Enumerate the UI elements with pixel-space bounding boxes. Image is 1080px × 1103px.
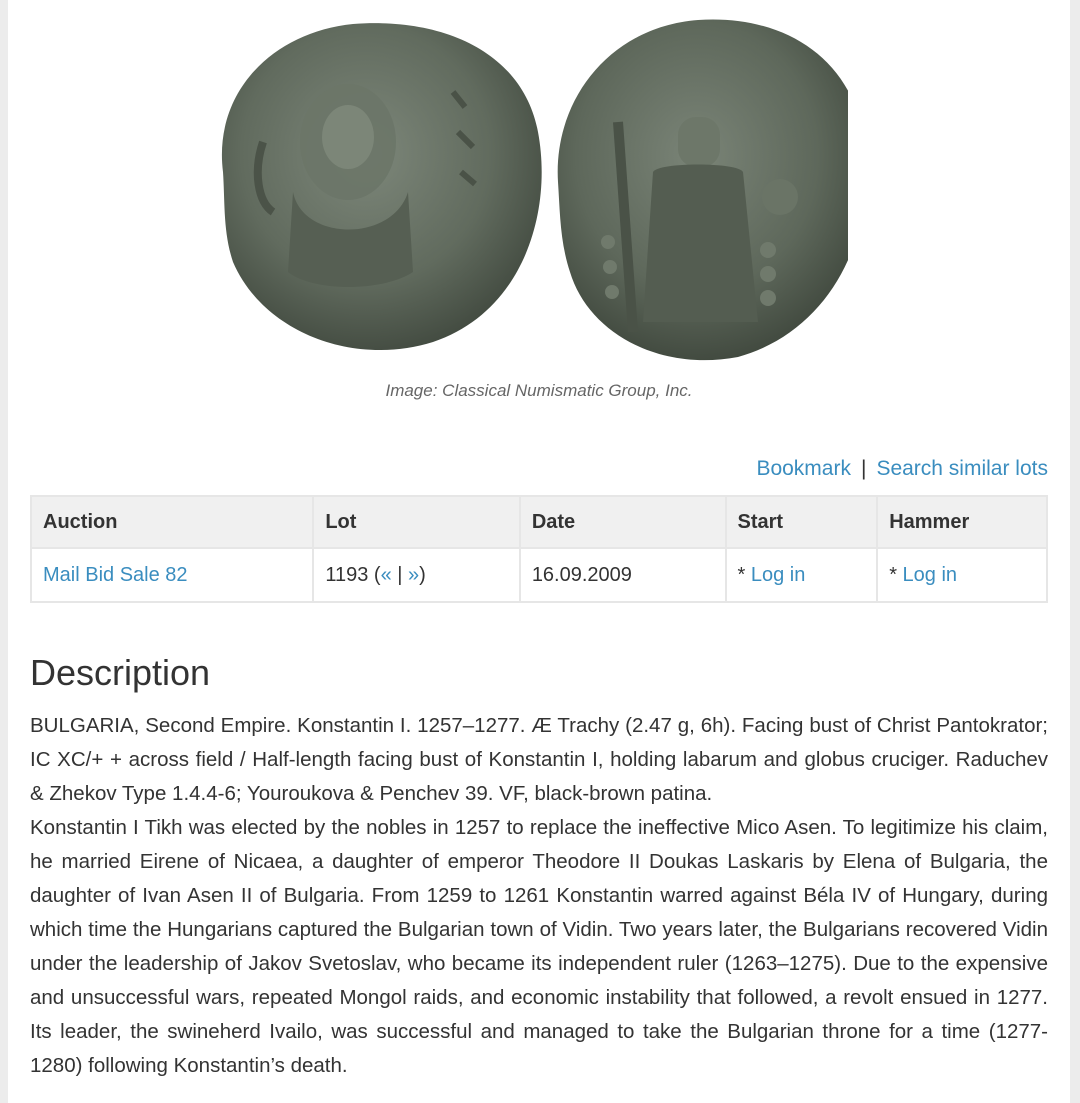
action-separator: | bbox=[860, 457, 867, 480]
coin-reverse bbox=[558, 19, 848, 360]
lot-nav-separator: | bbox=[397, 563, 403, 586]
header-auction: Auction bbox=[31, 496, 313, 548]
start-prefix: * bbox=[737, 563, 751, 586]
lot-table bbox=[30, 495, 1048, 603]
description-body bbox=[30, 709, 1048, 1083]
bookmark-link[interactable]: Bookmark bbox=[756, 457, 851, 480]
hammer-login-link[interactable]: Log in bbox=[902, 563, 958, 586]
previous-lot-link[interactable]: « bbox=[380, 563, 392, 586]
lot-number: 1193 bbox=[325, 563, 369, 586]
header-hammer: Hammer bbox=[877, 496, 1047, 548]
cell-hammer bbox=[877, 548, 1047, 602]
description-heading: Description bbox=[30, 652, 211, 693]
lot-paren-open: ( bbox=[373, 563, 381, 586]
header-start: Start bbox=[726, 496, 878, 548]
header-lot: Lot bbox=[313, 496, 519, 548]
search-similar-lots-link[interactable]: Search similar lots bbox=[876, 457, 1048, 480]
lot-actions bbox=[756, 457, 1048, 481]
auction-link[interactable]: Mail Bid Sale 82 bbox=[43, 563, 188, 586]
cell-start bbox=[726, 548, 878, 602]
description-paragraph-1: BULGARIA, Second Empire. Konstantin I. 1257–1277. Æ Trachy (2.47 g, 6h). Facing bust of Christ Pantokrator; IC XC/+ + across field / Half-length facing bust of Konstantin I, holding labarum and globus cruciger. Raduchev & Zhekov Type 1.4.4-6; Youroukova & Penchev 39. VF, black-brown patina. bbox=[30, 714, 1048, 805]
table-header-row bbox=[31, 496, 1047, 548]
cell-auction bbox=[31, 548, 313, 602]
lot-page bbox=[8, 0, 1070, 1103]
lot-paren-close: ) bbox=[419, 563, 426, 586]
cell-lot bbox=[313, 548, 519, 602]
header-date: Date bbox=[520, 496, 726, 548]
next-lot-link[interactable]: » bbox=[408, 563, 420, 586]
hammer-prefix: * bbox=[889, 563, 903, 586]
image-credit: Image: Classical Numismatic Group, Inc. bbox=[385, 381, 693, 400]
coin-obverse bbox=[222, 23, 542, 350]
coin-image[interactable] bbox=[203, 12, 848, 364]
description-paragraph-2: Konstantin I Tikh was elected by the nobles in 1257 to replace the ineffective Mico Asen. To legitimize his claim, he married Eirene of Nicaea, a daughter of emperor Theodore II Doukas Laskaris by Elena of Bulgaria, the daughter of Ivan Asen II of Bulgaria. From 1259 to 1261 Konstantin warred against Béla IV of Hungary, during which time the Hungarians captured the Bulgarian town of Vidin. Two years later, the Bulgarians recovered Vidin under the leadership of Jakov Svetoslav, who became its independent ruler (1263–1275). Due to the expensive and unsuccessful wars, repeated Mongol raids, and economic instability that followed, a revolt ensued in 1277. Its leader, the swineherd Ivailo, was successful and managed to take the Bulgarian throne for a time (1277-1280) following Konstantin’s death. bbox=[30, 816, 1048, 1077]
cell-date: 16.09.2009 bbox=[520, 548, 726, 602]
table-row bbox=[31, 548, 1047, 602]
start-login-link[interactable]: Log in bbox=[750, 563, 806, 586]
